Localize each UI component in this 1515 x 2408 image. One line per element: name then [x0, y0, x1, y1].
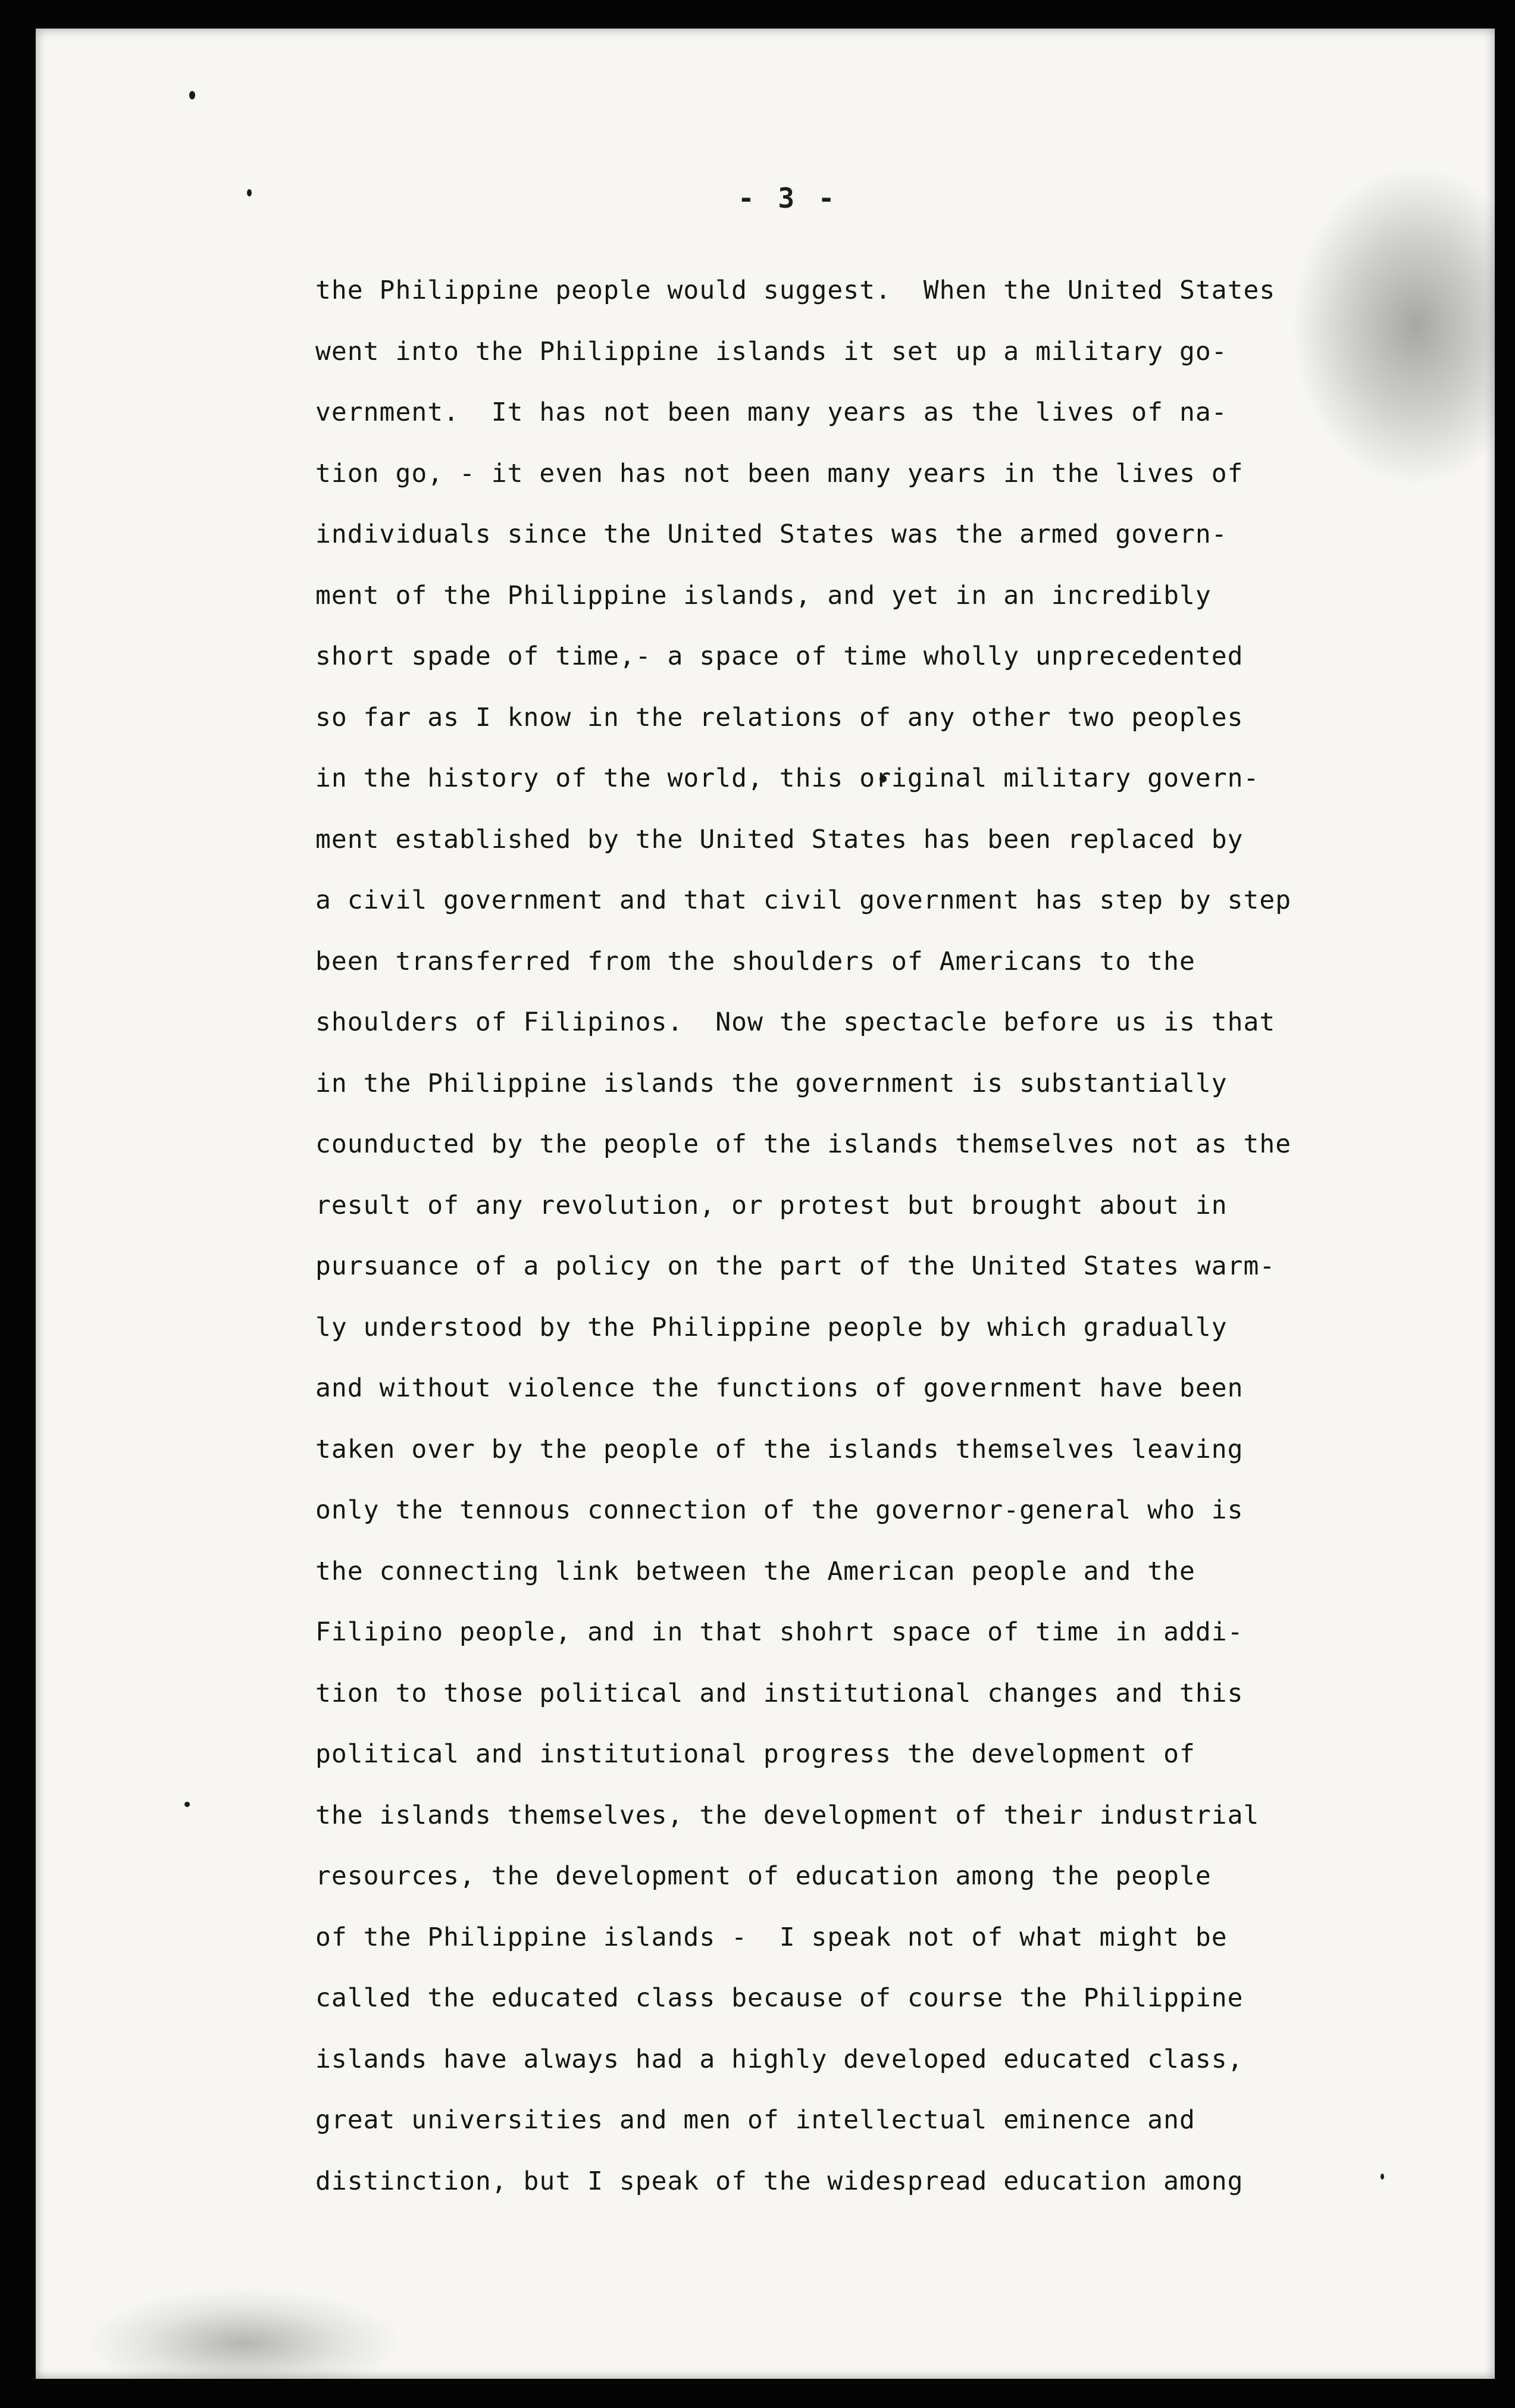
text-line: great universities and men of intellectual eminence and	[315, 2105, 1195, 2135]
text-line: of the Philippine islands - I speak not of what might be	[315, 1922, 1228, 1952]
text-line: the Philippine people would suggest. When the United States	[315, 275, 1276, 305]
text-line: the connecting link between the American people and the	[315, 1556, 1195, 1586]
page-number: - 3 -	[738, 182, 838, 214]
text-line: counducted by the people of the islands themselves not as the	[315, 1129, 1292, 1159]
text-line: political and institutional progress the development of	[315, 1739, 1195, 1769]
text-line: only the tennous connection of the governor-general who is	[315, 1495, 1244, 1525]
text-line: shoulders of Filipinos. Now the spectacle before us is that	[315, 1007, 1276, 1037]
text-line: pursuance of a policy on the part of the United States warm-	[315, 1251, 1276, 1281]
text-line: short spade of time,- a space of time wholly unprecedented	[315, 641, 1244, 671]
text-line: in the history of the world, this original military govern-	[315, 763, 1260, 793]
text-line: ly understood by the Philippine people by which gradually	[315, 1312, 1228, 1342]
ink-smudge-bottom	[89, 2290, 399, 2379]
text-line: so far as I know in the relations of any other two peoples	[315, 702, 1244, 732]
text-line: the islands themselves, the development of their industrial	[315, 1800, 1260, 1830]
text-line: tion go, - it even has not been many years in the lives of	[315, 458, 1244, 489]
document-page	[36, 29, 1495, 2379]
text-line: tion to those political and institutional changes and this	[315, 1678, 1244, 1708]
text-line: a civil government and that civil government has step by step	[315, 885, 1292, 915]
ink-speck	[247, 189, 252, 196]
text-line: result of any revolution, or protest but brought about in	[315, 1190, 1228, 1220]
text-line: went into the Philippine islands it set up a military go-	[315, 336, 1228, 367]
text-line: vernment. It has not been many years as the lives of na-	[315, 397, 1228, 427]
ink-speck	[184, 1802, 190, 1807]
text-line: islands have always had a highly developed educated class,	[315, 2044, 1244, 2074]
text-line: ment established by the United States has been replaced by	[315, 824, 1244, 854]
ink-speck	[189, 91, 195, 99]
text-line: individuals since the United States was the armed govern-	[315, 519, 1228, 549]
text-line: been transferred from the shoulders of Americans to the	[315, 946, 1195, 976]
text-line: in the Philippine islands the government is substantially	[315, 1068, 1228, 1098]
text-line: taken over by the people of the islands themselves leaving	[315, 1434, 1244, 1464]
text-line: and without violence the functions of government have been	[315, 1373, 1244, 1403]
text-line: resources, the development of education among the people	[315, 1861, 1212, 1891]
text-line: called the educated class because of course the Philippine	[315, 1983, 1244, 2013]
text-line: distinction, but I speak of the widespread education among	[315, 2166, 1244, 2196]
typed-body-text	[315, 273, 1446, 2224]
text-line: Filipino people, and in that shohrt space of time in addi-	[315, 1617, 1244, 1647]
text-line: ment of the Philippine islands, and yet in an incredibly	[315, 580, 1212, 610]
